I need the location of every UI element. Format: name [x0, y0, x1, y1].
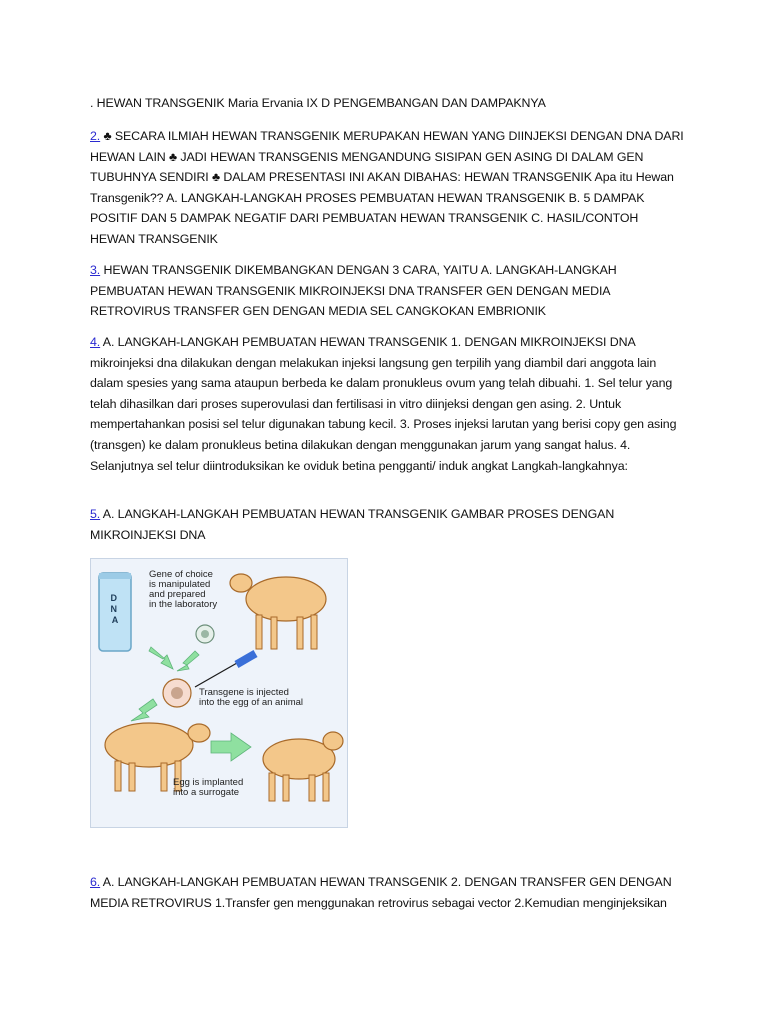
arrow-icon: [131, 699, 157, 721]
paragraph-6: [90, 872, 685, 913]
paragraph-text: A. LANGKAH-LANGKAH PEMBUATAN HEWAN TRANSGENIK GAMBAR PROSES DENGAN MIKROINJEKSI DNA: [90, 507, 615, 542]
tube-label-n: N: [110, 604, 117, 614]
syringe-icon: [195, 650, 258, 687]
slide-link-5[interactable]: 5.: [90, 507, 101, 521]
microinjection-figure: [90, 558, 348, 828]
slide-link-6[interactable]: 6.: [90, 875, 101, 889]
transgene-label-1: Transgene is injected: [199, 687, 289, 698]
microinjection-diagram: [91, 559, 347, 827]
paragraph-text: A. LANGKAH-LANGKAH PEMBUATAN HEWAN TRANSGENIK 1. DENGAN MIKROINJEKSI DNA mikroinjeksi dna dilakukan dengan melakukan injeksi langsung gen terpilih yang diambil dari anggota lain dalam spesies yang sama ataupun berbeda ke dalam pronukleus ovum yang telah dibuahi. 1. Sel telur yang telah dihasilkan dari proses superovulasi dan fertilisasi in vitro diinjeksi dengan gen asing. 2. Untuk mempertahankan posisi sel telur digunakan tabung kecil. 3. Proses injeksi larutan yang berisi copy gen asing (transgen) ke dalam pronukleus betina dilakukan dengan menggunakan jarum yang sangat halus. 4. Selanjutnya sel telur diintroduksikan ke oviduk betina pengganti/ induk angkat Langkah-langkahnya:: [90, 335, 677, 473]
egg-label-2: into a surrogate: [173, 787, 240, 798]
dna-tube-icon: [99, 573, 131, 651]
nucleus-icon: [201, 630, 209, 638]
transgenic-calf-icon: [263, 732, 343, 801]
paragraph-text: . HEWAN TRANSGENIK Maria Ervania IX D PENGEMBANGAN DAN DAMPAKNYA: [90, 96, 546, 110]
transgene-label-2: into the egg of an animal: [199, 697, 304, 708]
paragraph-4: [90, 332, 685, 476]
gene-label: [149, 569, 217, 610]
paragraph-2: [90, 126, 685, 250]
paragraph-5: [90, 504, 685, 545]
slide-link-3[interactable]: 3.: [90, 263, 101, 277]
slide-link-2[interactable]: 2.: [90, 129, 101, 143]
gene-label-1: Gene of choice: [149, 569, 213, 580]
arrow-icon: [149, 647, 199, 671]
paragraph-3: [90, 260, 685, 322]
egg-label: [173, 777, 246, 798]
egg-label-1: Egg is implanted: [173, 777, 244, 788]
paragraph-text: A. LANGKAH-LANGKAH PEMBUATAN HEWAN TRANSGENIK 2. DENGAN TRANSFER GEN DENGAN MEDIA RETROVIRUS 1.Transfer gen menggunakan retrovirus sebagai vector 2.Kemudian menginjeksikan: [90, 875, 672, 910]
pronucleus-icon: [171, 687, 183, 699]
gene-label-4: in the laboratory: [149, 599, 218, 610]
slide-link-4[interactable]: 4.: [90, 335, 101, 349]
paragraph-title: [90, 93, 546, 114]
tube-label: [110, 593, 119, 625]
tube-label-d: D: [110, 593, 117, 603]
gene-label-3: and prepared: [149, 589, 206, 600]
arrow-icon: [211, 733, 251, 761]
tube-label-a: A: [111, 615, 119, 625]
gene-label-2: is manipulated: [149, 579, 211, 590]
donor-cow-icon: [230, 574, 326, 649]
paragraph-text: HEWAN TRANSGENIK DIKEMBANGKAN DENGAN 3 CARA, YAITU A. LANGKAH-LANGKAH PEMBUATAN HEWAN TRANSGENIK MIKROINJEKSI DNA TRANSFER GEN DENGAN MEDIA RETROVIRUS TRANSFER GEN DENGAN MEDIA SEL CANGKOKAN EMBRIONIK: [90, 263, 617, 319]
transgene-label: [199, 687, 303, 708]
paragraph-text: ♣ SECARA ILMIAH HEWAN TRANSGENIK MERUPAKAN HEWAN YANG DIINJEKSI DENGAN DNA DARI HEWAN LAIN ♣ JADI HEWAN TRANSGENIS MENGANDUNG SISIPAN GEN ASING DI DALAM GEN TUBUHNYA SENDIRI ♣ DALAM PRESENTASI INI AKAN DIBAHAS: HEWAN TRANSGENIK Apa itu Hewan Transgenik?? A. LANGKAH-LANGKAH PROSES PEMBUATAN HEWAN TRANSGENIK B. 5 DAMPAK POSITIF DAN 5 DAMPAK NEGATIF DARI PEMBUATAN HEWAN TRANSGENIK C. HASIL/CONTOH HEWAN TRANSGENIK: [90, 129, 684, 246]
